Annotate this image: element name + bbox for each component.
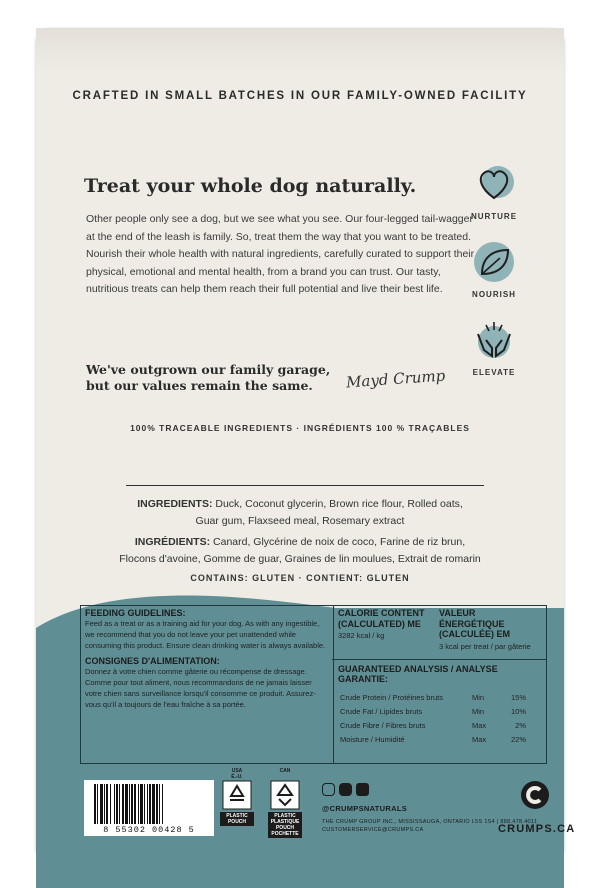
recycle-country: USA bbox=[231, 768, 243, 774]
website: CRUMPS.CA bbox=[498, 823, 576, 835]
outgrown-line-2: but our values remain the same. bbox=[86, 378, 313, 393]
ingredients-text: Flocons d'avoine, Gomme de guar, Graines de lin moulues, Extrait de romarin bbox=[119, 553, 481, 565]
product-pouch bbox=[36, 28, 576, 854]
story-body: Other people only see a dog, but we see what you see. Our four-legged tail-wagger at the end of the leash is family. So, treat them the way that you want to be treated. Nourish their whole health with natural ingredients, carefully curated to support their physical, emotional and mental health, from a brand you can trust. Our tasty, nutritious treats can help them reach their full potential and live their best life. bbox=[86, 213, 475, 296]
recycle-usa bbox=[220, 768, 254, 826]
recycle-text: PLASTIC POUCH bbox=[220, 812, 254, 826]
address-line: THE CRUMP GROUP INC., MISSISSAUGA, ONTARIO L5S 1S4 | 888.478.4011 bbox=[322, 819, 538, 825]
analysis-value: 2% bbox=[515, 721, 526, 730]
table-row bbox=[340, 733, 526, 747]
analysis-name: Crude Fat / Lipides bruts bbox=[340, 707, 423, 716]
value-label: NURTURE bbox=[470, 212, 518, 221]
value-label: ELEVATE bbox=[472, 368, 516, 377]
headline: Treat your whole dog naturally. bbox=[84, 175, 417, 197]
analysis-name: Moisture / Humidité bbox=[340, 735, 405, 744]
analysis-table bbox=[340, 691, 526, 747]
outgrown-text bbox=[86, 362, 330, 394]
traceable-line: 100% TRACEABLE INGREDIENTS · INGRÉDIENTS 100 % TRAÇABLES bbox=[130, 423, 470, 433]
calorie-title: CALORIE CONTENT (CALCULATED) ME bbox=[338, 608, 425, 629]
calorie-value-fr: 3 kcal per treat / par gâterie bbox=[439, 641, 531, 651]
email: CUSTOMERSERVICE@CRUMPS.CA bbox=[322, 827, 424, 833]
ingredients-text: Canard, Glycérine de noix de coco, Farine de riz brun, bbox=[210, 536, 466, 548]
nutrition-panel bbox=[332, 605, 547, 764]
value-label: NOURISH bbox=[472, 290, 516, 299]
table-row bbox=[340, 691, 526, 705]
barcode bbox=[84, 780, 214, 836]
ingredients-label: INGRÉDIENTS: bbox=[134, 536, 211, 548]
ingredients-label: INGREDIENTS: bbox=[137, 498, 213, 510]
ingredients-text: Guar gum, Flaxseed meal, Rosemary extract bbox=[195, 515, 405, 527]
analysis-qualifier: Min bbox=[472, 693, 485, 702]
feeding-text: Feed as a treat or as a training aid for your dog. As with any ingestible, we recommend that you do not leave your pet unattended while consuming this product. Ensure clean drinking water is always available. bbox=[85, 619, 326, 650]
contains-gluten: CONTAINS: GLUTEN · CONTIENT: GLUTEN bbox=[190, 573, 410, 583]
pouch-seal bbox=[36, 28, 564, 68]
barcode-bar bbox=[163, 784, 164, 824]
analysis-qualifier: Min bbox=[472, 707, 485, 716]
barcode-bars bbox=[94, 784, 206, 824]
feeding-title-fr: CONSIGNES D'ALIMENTATION: bbox=[85, 656, 220, 666]
heart-icon bbox=[470, 160, 518, 208]
table-row bbox=[340, 719, 526, 733]
outgrown-line-1: We've outgrown our family garage, bbox=[86, 362, 331, 377]
calorie-row bbox=[332, 606, 546, 651]
feeding-text-fr: Donnez à votre chien comme gâterie ou récompense de dressage. Comme pour tout aliment, nous recommandons de ne jamais laisser votre chien sans surveillance lorsqu'il consomme ce produit. Assurez-vous qu'il a toujours de l'eau fraîche à sa portée. bbox=[85, 667, 316, 709]
ingredients-text: Duck, Coconut glycerin, Brown rice flour, Rolled oats, bbox=[212, 498, 463, 510]
recycle-icon bbox=[222, 780, 252, 810]
feeding-title: FEEDING GUIDELINES: bbox=[85, 608, 186, 618]
divider bbox=[332, 659, 546, 660]
analysis-title: GUARANTEED ANALYSIS / ANALYSE GARANTIE: bbox=[338, 663, 498, 684]
analysis-value: 22% bbox=[510, 735, 526, 744]
hands-icon bbox=[470, 316, 518, 364]
analysis-value: 15% bbox=[510, 693, 526, 702]
recycle-text: PLASTIC PLASTIQUE POUCH POCHETTE bbox=[268, 812, 302, 838]
table-row bbox=[340, 705, 526, 719]
recycle-country: CAN bbox=[279, 768, 291, 774]
leaf-icon bbox=[470, 238, 518, 286]
recycle-country-fr: É.-U. bbox=[231, 774, 243, 780]
ingredients-fr bbox=[96, 534, 504, 568]
divider bbox=[126, 485, 484, 486]
social-handle: @CRUMPSNATURALS bbox=[322, 804, 408, 813]
instagram-icon bbox=[322, 783, 335, 796]
ingredients-en bbox=[96, 496, 504, 530]
calorie-value: 3282 kcal / kg bbox=[338, 631, 385, 640]
barcode-number: 8 55302 00428 5 bbox=[103, 825, 195, 835]
facebook-icon bbox=[339, 783, 352, 796]
signature: Mayd Crump bbox=[345, 366, 446, 392]
value-nourish bbox=[454, 238, 534, 299]
crafted-banner: CRAFTED IN SMALL BATCHES IN OUR FAMILY-OWNED FACILITY bbox=[72, 90, 528, 102]
analysis-value: 10% bbox=[510, 707, 526, 716]
recycle-can bbox=[268, 768, 302, 838]
value-nurture bbox=[454, 160, 534, 221]
value-elevate bbox=[454, 316, 534, 377]
social-icons bbox=[322, 783, 369, 796]
feeding-guidelines bbox=[80, 605, 334, 764]
recycle-icon bbox=[270, 780, 300, 810]
analysis-name: Crude Protein / Protéines bruts bbox=[340, 693, 443, 702]
tiktok-icon bbox=[356, 783, 369, 796]
crumps-logo-icon bbox=[520, 780, 550, 810]
analysis-qualifier: Max bbox=[472, 721, 487, 730]
calorie-title-fr: VALEUR ÉNERGÉTIQUE (CALCULÉE) EM bbox=[439, 608, 510, 639]
analysis-qualifier: Max bbox=[472, 735, 487, 744]
analysis-name: Crude Fibre / Fibres bruts bbox=[340, 721, 426, 730]
